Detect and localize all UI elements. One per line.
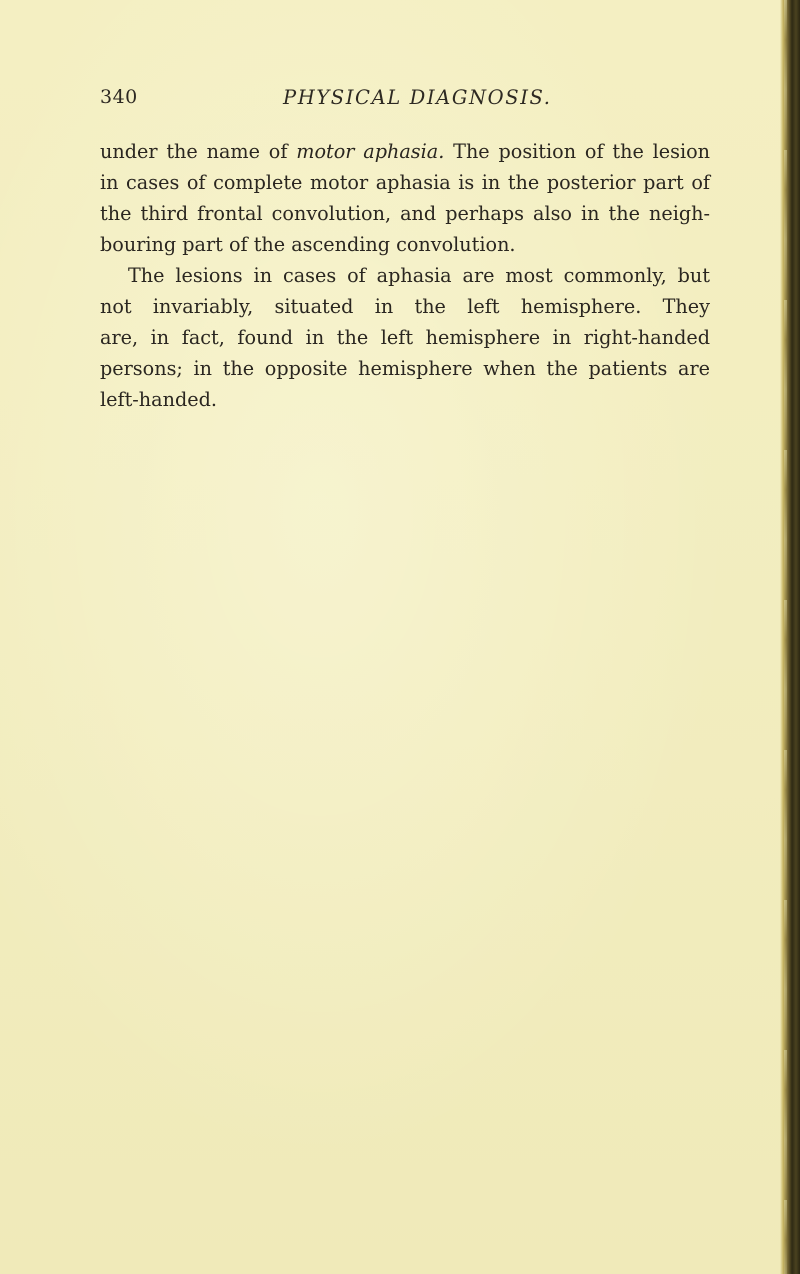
running-title: PHYSICAL DIAGNOSIS.	[283, 86, 552, 109]
text-line	[100, 136, 710, 167]
text-line: are, in fact, found in the left hemisphere in right-handed	[100, 326, 710, 349]
body-text	[100, 136, 710, 415]
text-line: in cases of complete motor aphasia is in the posterior part of	[100, 171, 710, 194]
paragraph-lesion-side	[100, 260, 710, 415]
text-run: under the name of	[100, 140, 297, 163]
text-line: The lesions in cases of aphasia are most commonly, but	[128, 264, 710, 287]
text-line: persons; in the opposite hemisphere when the patients are	[100, 357, 710, 380]
text-line: the third frontal convolution, and perhaps also in the neigh-	[100, 202, 710, 225]
paragraph-motor-aphasia	[100, 136, 710, 260]
text-run: The position of the lesion	[444, 140, 711, 163]
text-line: not invariably, situated in the left hemisphere. They	[100, 295, 710, 318]
text-line: bouring part of the ascending convolution.	[100, 233, 516, 256]
text-line: left-handed.	[100, 388, 217, 411]
page-header	[100, 86, 710, 114]
page-number: 340	[100, 86, 138, 108]
page-edge	[780, 0, 800, 1274]
italic-term: motor aphasia.	[296, 140, 445, 163]
